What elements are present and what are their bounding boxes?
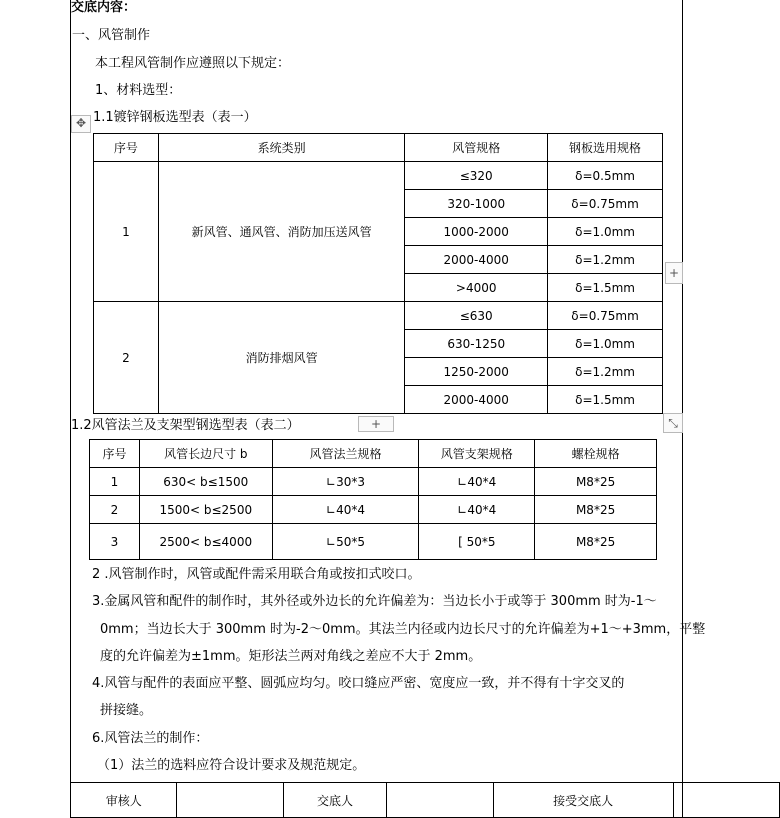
table1-group1-system: 新风管、通风管、消防加压送风管 xyxy=(158,162,404,302)
table1-header-plate-spec: 钢板选用规格 xyxy=(548,134,663,162)
reviewer-label: 审核人 xyxy=(71,783,177,818)
table-row xyxy=(94,162,663,190)
table1-cell: ≤630 xyxy=(405,302,548,330)
content-header: 交底内容： xyxy=(71,0,137,15)
table1-cell: ≤320 xyxy=(405,162,548,190)
table2-header-row xyxy=(90,440,657,468)
paragraph-4-line2: 拼接缝。 xyxy=(100,703,153,718)
table1-cell: δ=0.75mm xyxy=(548,302,663,330)
table1-steel-plate-selection xyxy=(93,133,663,414)
add-column-button[interactable]: + xyxy=(665,262,683,284)
receiver-signature-field[interactable] xyxy=(673,783,779,818)
table1-cell: δ=1.2mm xyxy=(548,358,663,386)
paragraph-4-line1: 4.风管与配件的表面应平整、圆弧应均匀。咬口缝应严密、宽度应一致，并不得有十字交叉的 xyxy=(92,676,625,691)
add-row-button[interactable]: + xyxy=(358,416,394,432)
table2-cell: 2500< b≤4000 xyxy=(139,524,272,560)
table-row xyxy=(90,468,657,496)
table2-cell: M8*25 xyxy=(535,496,657,524)
paragraph-6: 6.风管法兰的制作： xyxy=(92,731,209,746)
table1-cell: 1000-2000 xyxy=(405,218,548,246)
table1-cell: 1250-2000 xyxy=(405,358,548,386)
table2-cell: 1 xyxy=(90,468,140,496)
paragraph-6-1: （1）法兰的选料应符合设计要求及规范规定。 xyxy=(97,758,366,773)
table1-cell: δ=1.5mm xyxy=(548,386,663,414)
table1-cell: 630-1250 xyxy=(405,330,548,358)
table2-caption: 1.2风管法兰及支架型钢选型表（表二） xyxy=(71,418,300,433)
table-row xyxy=(90,524,657,560)
table2-cell: 2 xyxy=(90,496,140,524)
table2-cell: M8*25 xyxy=(535,468,657,496)
table2-header-bracket: 风管支架规格 xyxy=(419,440,535,468)
table1-header-duct-size: 风管规格 xyxy=(405,134,548,162)
material-title: 1、材料选型： xyxy=(95,83,182,98)
table2-cell: ∟40*4 xyxy=(419,496,535,524)
table2-header-long-side: 风管长边尺寸 b xyxy=(139,440,272,468)
table1-cell: δ=1.5mm xyxy=(548,274,663,302)
reviewer-signature-field[interactable] xyxy=(177,783,283,818)
table2-cell: 630< b≤1500 xyxy=(139,468,272,496)
page-border-right xyxy=(682,0,683,817)
signoff-table xyxy=(70,782,780,818)
table1-header-row xyxy=(94,134,663,162)
paragraph-2: 2 .风管制作时，风管或配件需采用联合角或按扣式咬口。 xyxy=(92,567,421,582)
table1-caption: 1.1镀锌钢板选型表（表一） xyxy=(93,110,257,125)
table2-cell: ∟30*3 xyxy=(272,468,419,496)
table2-header-flange: 风管法兰规格 xyxy=(272,440,419,468)
table1-header-system: 系统类别 xyxy=(158,134,404,162)
table2-cell: ∟50*5 xyxy=(272,524,419,560)
table1-cell: δ=1.0mm xyxy=(548,218,663,246)
table-move-handle-icon[interactable]: ✥ xyxy=(71,115,91,133)
table2-cell: 1500< b≤2500 xyxy=(139,496,272,524)
table-row xyxy=(94,302,663,330)
table1-cell: δ=0.75mm xyxy=(548,190,663,218)
paragraph-3-line1: 3.金属风管和配件的制作时，其外径或外边长的允许偏差为：当边长小于或等于 300mm 时为-1～ xyxy=(92,594,657,609)
paragraph-3-line2: 0mm；当边长大于 300mm 时为-2～0mm。其法兰内径或内边长尺寸的允许偏差为+1～+3mm，平整 xyxy=(100,622,706,637)
table2-cell: [ 50*5 xyxy=(419,524,535,560)
table2-cell: M8*25 xyxy=(535,524,657,560)
table1-cell: δ=1.0mm xyxy=(548,330,663,358)
table1-cell: δ=1.2mm xyxy=(548,246,663,274)
table1-group1-no: 1 xyxy=(94,162,159,302)
intro-text: 本工程风管制作应遵照以下规定： xyxy=(95,56,291,71)
table1-cell: >4000 xyxy=(405,274,548,302)
table2-cell: 3 xyxy=(90,524,140,560)
table-resize-handle-icon[interactable]: ⤡ xyxy=(663,413,683,433)
table2-cell: ∟40*4 xyxy=(419,468,535,496)
table1-cell: 320-1000 xyxy=(405,190,548,218)
table1-cell: 2000-4000 xyxy=(405,386,548,414)
table2-flange-bracket-selection xyxy=(89,439,657,560)
paragraph-3-line3: 度的允许偏差为±1mm。矩形法兰两对角线之差应不大于 2mm。 xyxy=(100,649,482,664)
table1-group2-system: 消防排烟风管 xyxy=(158,302,404,414)
table2-cell: ∟40*4 xyxy=(272,496,419,524)
discloser-label: 交底人 xyxy=(283,783,386,818)
table2-header-bolt: 螺栓规格 xyxy=(535,440,657,468)
table1-cell: 2000-4000 xyxy=(405,246,548,274)
receiver-label: 接受交底人 xyxy=(493,783,673,818)
table-row xyxy=(90,496,657,524)
table1-header-no: 序号 xyxy=(94,134,159,162)
table1-cell: δ=0.5mm xyxy=(548,162,663,190)
table2-header-no: 序号 xyxy=(90,440,140,468)
discloser-signature-field[interactable] xyxy=(387,783,493,818)
table1-group2-no: 2 xyxy=(94,302,159,414)
section1-title: 一、风管制作 xyxy=(72,28,151,43)
signoff-row xyxy=(71,783,780,818)
